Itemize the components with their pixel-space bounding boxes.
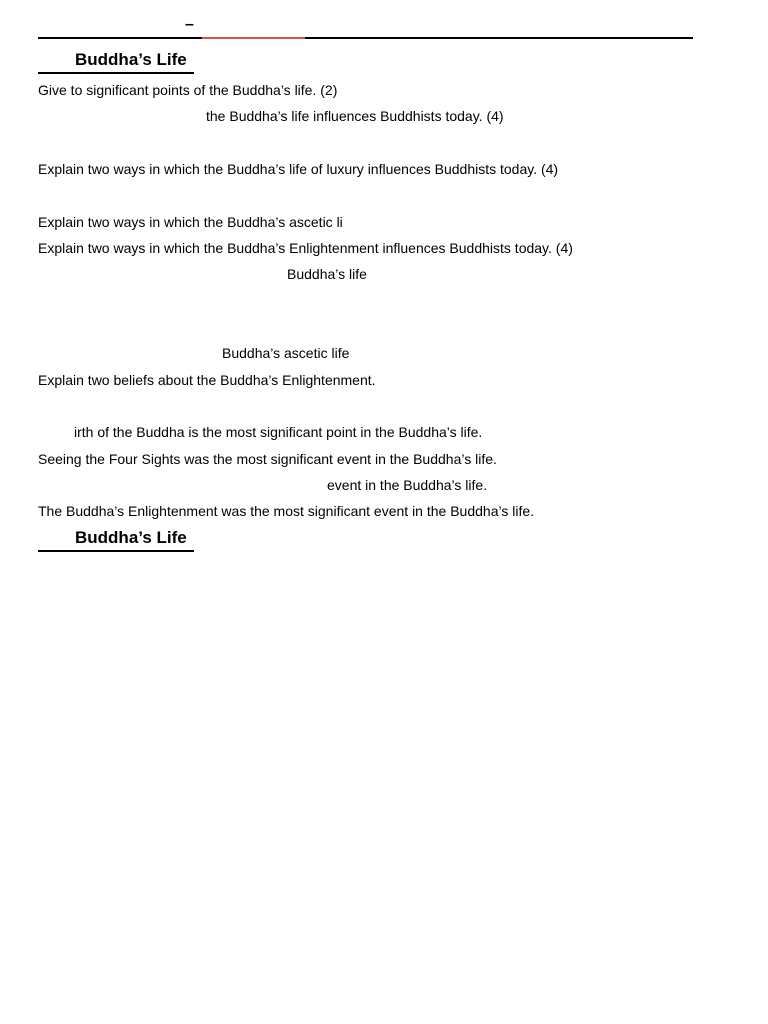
header-dash: – [185,16,194,33]
question-line: Give to significant points of the Buddha’s life. (2) [38,82,338,98]
question-line: Buddha’s ascetic life [222,345,350,361]
section-heading-text: Buddha’s Life [75,50,187,69]
statement-line: irth of the Buddha is the most significant point in the Buddha’s life. [74,424,483,440]
question-line: Explain two beliefs about the Buddha’s Enlightenment. [38,372,376,388]
question-line: Explain two ways in which the Buddha’s ascetic li [38,214,343,230]
header-rule-left [38,37,202,39]
section-heading-text: Buddha’s Life [75,528,187,547]
question-line: Explain two ways in which the Buddha’s life of luxury influences Buddhists today. (4) [38,161,559,177]
statement-line: Seeing the Four Sights was the most significant event in the Buddha’s life. [38,451,497,467]
question-line: the Buddha’s life influences Buddhists today. (4) [206,108,504,124]
question-line: Explain two ways in which the Buddha’s Enlightenment influences Buddhists today. (4) [38,240,573,256]
section-heading [38,528,194,552]
statement-line: event in the Buddha’s life. [327,477,488,493]
question-line: Buddha’s life [287,266,367,282]
header-rule-accent [202,37,305,39]
statement-line: The Buddha’s Enlightenment was the most significant event in the Buddha’s life. [38,503,535,519]
header-rule-right [305,37,693,39]
section-heading [38,50,194,74]
